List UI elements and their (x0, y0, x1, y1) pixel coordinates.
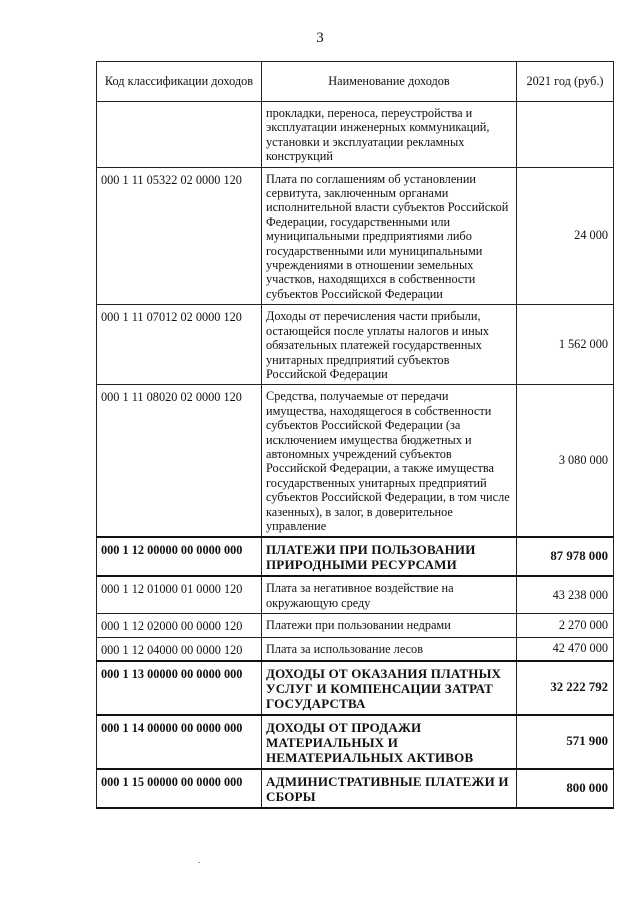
row-name: Плата по соглашениям об установлении сервитута, заключенным органами исполнительной власти субъектов Российской Федерации, государственными или муниципальными предприятиями либо государственными или муниципальными учреждениями в отношении земельных участков, находящихся в собственности субъектов Российской Федерации (262, 167, 517, 305)
row-code: 000 1 11 07012 02 0000 120 (97, 305, 262, 385)
table-row (97, 305, 614, 385)
table-row (97, 385, 614, 538)
row-name: АДМИНИСТРАТИВНЫЕ ПЛАТЕЖИ И СБОРЫ (262, 769, 517, 808)
table-row (97, 769, 614, 808)
header-code: Код классификации доходов (97, 62, 262, 102)
table-row (97, 614, 614, 637)
header-amount: 2021 год (руб.) (517, 62, 614, 102)
row-amount: 24 000 (517, 167, 614, 305)
page-number: 3 (316, 30, 324, 46)
row-amount: 1 562 000 (517, 305, 614, 385)
row-amount: 3 080 000 (517, 385, 614, 538)
row-name: ДОХОДЫ ОТ ОКАЗАНИЯ ПЛАТНЫХ УСЛУГ И КОМПЕНСАЦИИ ЗАТРАТ ГОСУДАРСТВА (262, 661, 517, 715)
row-amount: 800 000 (517, 769, 614, 808)
row-amount: 571 900 (517, 715, 614, 769)
row-name: ДОХОДЫ ОТ ПРОДАЖИ МАТЕРИАЛЬНЫХ И НЕМАТЕРИАЛЬНЫХ АКТИВОВ (262, 715, 517, 769)
row-code: 000 1 11 08020 02 0000 120 (97, 385, 262, 538)
row-code: 000 1 11 05322 02 0000 120 (97, 167, 262, 305)
header-name: Наименование доходов (262, 62, 517, 102)
row-code: 000 1 12 04000 00 0000 120 (97, 637, 262, 661)
row-name: Плата за использование лесов (262, 637, 517, 661)
row-name: Средства, получаемые от передачи имущества, находящегося в собственности субъектов Российской Федерации (за исключением имущества бюджетных и автономных учреждений субъектов Российской Федерации, а также имущества государственных унитарных предприятий субъектов Российской Федерации, в том числе казенных), в залог, в доверительное управление (262, 385, 517, 538)
table-row (97, 167, 614, 305)
row-code: 000 1 15 00000 00 0000 000 (97, 769, 262, 808)
row-code: 000 1 14 00000 00 0000 000 (97, 715, 262, 769)
scan-mark (198, 862, 200, 863)
row-code: 000 1 13 00000 00 0000 000 (97, 661, 262, 715)
row-name: Доходы от перечисления части прибыли, остающейся после уплаты налогов и иных обязательных платежей государственных унитарных предприятий субъектов Российской Федерации (262, 305, 517, 385)
row-amount: 43 238 000 (517, 576, 614, 613)
row-name: Плата за негативное воздействие на окружающую среду (262, 576, 517, 613)
row-amount: 42 470 000 (517, 637, 614, 661)
table-body (97, 102, 614, 809)
table-row (97, 537, 614, 576)
row-code: 000 1 12 00000 00 0000 000 (97, 537, 262, 576)
row-name: Платежи при пользовании недрами (262, 614, 517, 637)
row-name: прокладки, переноса, переустройства и эксплуатации инженерных коммуникаций, установки и эксплуатации рекламных конструкций (262, 102, 517, 168)
row-code: 000 1 12 01000 01 0000 120 (97, 576, 262, 613)
row-amount (517, 102, 614, 168)
table-row (97, 576, 614, 613)
table-row (97, 637, 614, 661)
row-amount: 87 978 000 (517, 537, 614, 576)
row-code: 000 1 12 02000 00 0000 120 (97, 614, 262, 637)
row-amount: 2 270 000 (517, 614, 614, 637)
table-row (97, 661, 614, 715)
table-row (97, 102, 614, 168)
row-amount: 32 222 792 (517, 661, 614, 715)
table-header-row (97, 62, 614, 102)
revenue-table (96, 61, 614, 809)
row-name: ПЛАТЕЖИ ПРИ ПОЛЬЗОВАНИИ ПРИРОДНЫМИ РЕСУРСАМИ (262, 537, 517, 576)
row-code (97, 102, 262, 168)
table-row (97, 715, 614, 769)
